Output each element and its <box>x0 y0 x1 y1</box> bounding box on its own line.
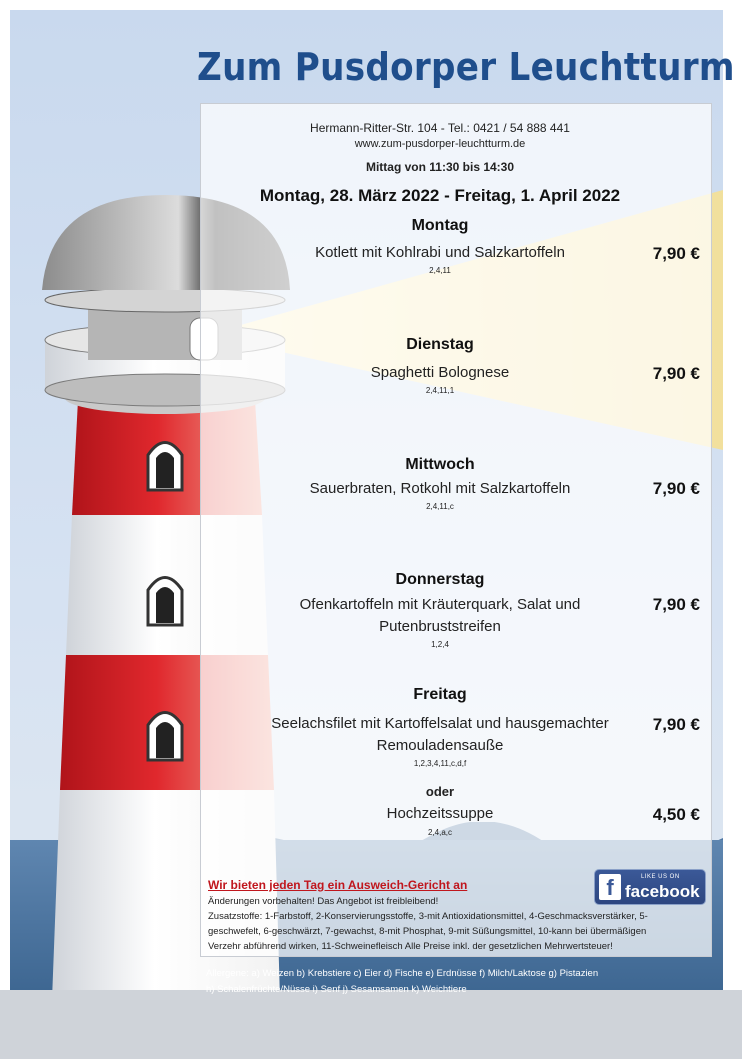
allergen-legend-line2: h) Schalenfrüchte/Nüsse i) Senf j) Sesamsamen k) Weichtiere <box>206 984 467 995</box>
price-tuesday: 7,90 € <box>652 364 700 383</box>
website-link[interactable]: www.zum-pusdorper-leuchtturm.de <box>354 138 526 150</box>
dish-wednesday: Sauerbraten, Rotkohl mit Salzkartoffeln <box>309 480 571 497</box>
day-heading-friday: Freitag <box>413 686 467 703</box>
allergen-legend-line1: Allergene: a) Weizen b) Krebstiere c) Eier d) Fische e) Erdnüsse f) Milch/Laktose g) Pistazien <box>206 968 599 979</box>
day-heading-tuesday: Dienstag <box>406 336 474 353</box>
or-separator: oder <box>425 784 455 799</box>
price-alternative: 4,50 € <box>652 805 700 824</box>
facebook-wordmark: facebook <box>625 882 700 901</box>
lunch-time: Mittag von 11:30 bis 14:30 <box>365 160 515 174</box>
note-additives-2: geschwefelt, 6-geschwärzt, 7-gewachst, 8-mit Phosphat, 9-mit Süßungsmittel, 10-kann bei übermäßigen <box>208 926 647 937</box>
day-heading-monday: Montag <box>411 217 469 234</box>
shore <box>0 990 742 1059</box>
window-icon <box>148 713 182 761</box>
allergens-tuesday: 2,4,11,1 <box>425 386 455 395</box>
window-icon <box>148 443 182 491</box>
day-heading-wednesday: Mittwoch <box>405 456 475 473</box>
price-friday: 7,90 € <box>652 715 700 734</box>
note-additives-3: Verzehr abführend wirken, 11-Schweinefleisch Alle Preise inkl. der gesetzlichen Mehrwertsteuer! <box>208 941 613 952</box>
allergens-alternative: 2,4,a,c <box>427 828 452 837</box>
dish-friday-line2: Remouladensauße <box>376 737 504 754</box>
note-changes: Änderungen vorbehalten! Das Angebot ist freibleibend! <box>208 896 439 907</box>
dish-thursday-line1: Ofenkartoffeln mit Kräuterquark, Salat und <box>299 596 581 613</box>
dish-friday-line1: Seelachsfilet mit Kartoffelsalat und hausgemachter <box>271 715 609 732</box>
date-range: Montag, 28. März 2022 - Freitag, 1. April 2022 <box>259 186 621 205</box>
facebook-icon: f <box>599 874 621 900</box>
dish-alternative: Hochzeitssuppe <box>386 805 494 822</box>
restaurant-title: Zum Pusdorper Leuchtturm <box>197 45 735 89</box>
note-additives-1: Zusatzstoffe: 1-Farbstoff, 2-Konservierungsstoffe, 3-mit Antioxidationsmittel, 4-Geschmacksverstärker, 5- <box>208 911 648 922</box>
facebook-button[interactable] <box>594 869 706 905</box>
allergens-monday: 2,4,11 <box>429 266 451 275</box>
daily-alternative-note: Wir bieten jeden Tag ein Ausweich-Gericht an <box>208 878 468 892</box>
price-monday: 7,90 € <box>652 244 700 263</box>
facebook-like-text: LIKE US ON <box>641 874 680 880</box>
dish-tuesday: Spaghetti Bolognese <box>370 364 510 381</box>
address: Hermann-Ritter-Str. 104 - Tel.: 0421 / 54 888 441 <box>310 121 570 135</box>
day-heading-thursday: Donnerstag <box>395 571 485 588</box>
dish-monday: Kotlett mit Kohlrabi und Salzkartoffeln <box>315 244 565 261</box>
price-thursday: 7,90 € <box>652 595 700 614</box>
allergens-thursday: 1,2,4 <box>431 640 449 649</box>
dish-thursday-line2: Putenbruststreifen <box>379 618 501 635</box>
allergens-friday: 1,2,3,4,11,c,d,f <box>413 759 467 768</box>
window-icon <box>148 578 182 626</box>
allergen-legend <box>206 966 711 998</box>
allergens-wednesday: 2,4,11,c <box>426 502 454 511</box>
price-wednesday: 7,90 € <box>652 479 700 498</box>
